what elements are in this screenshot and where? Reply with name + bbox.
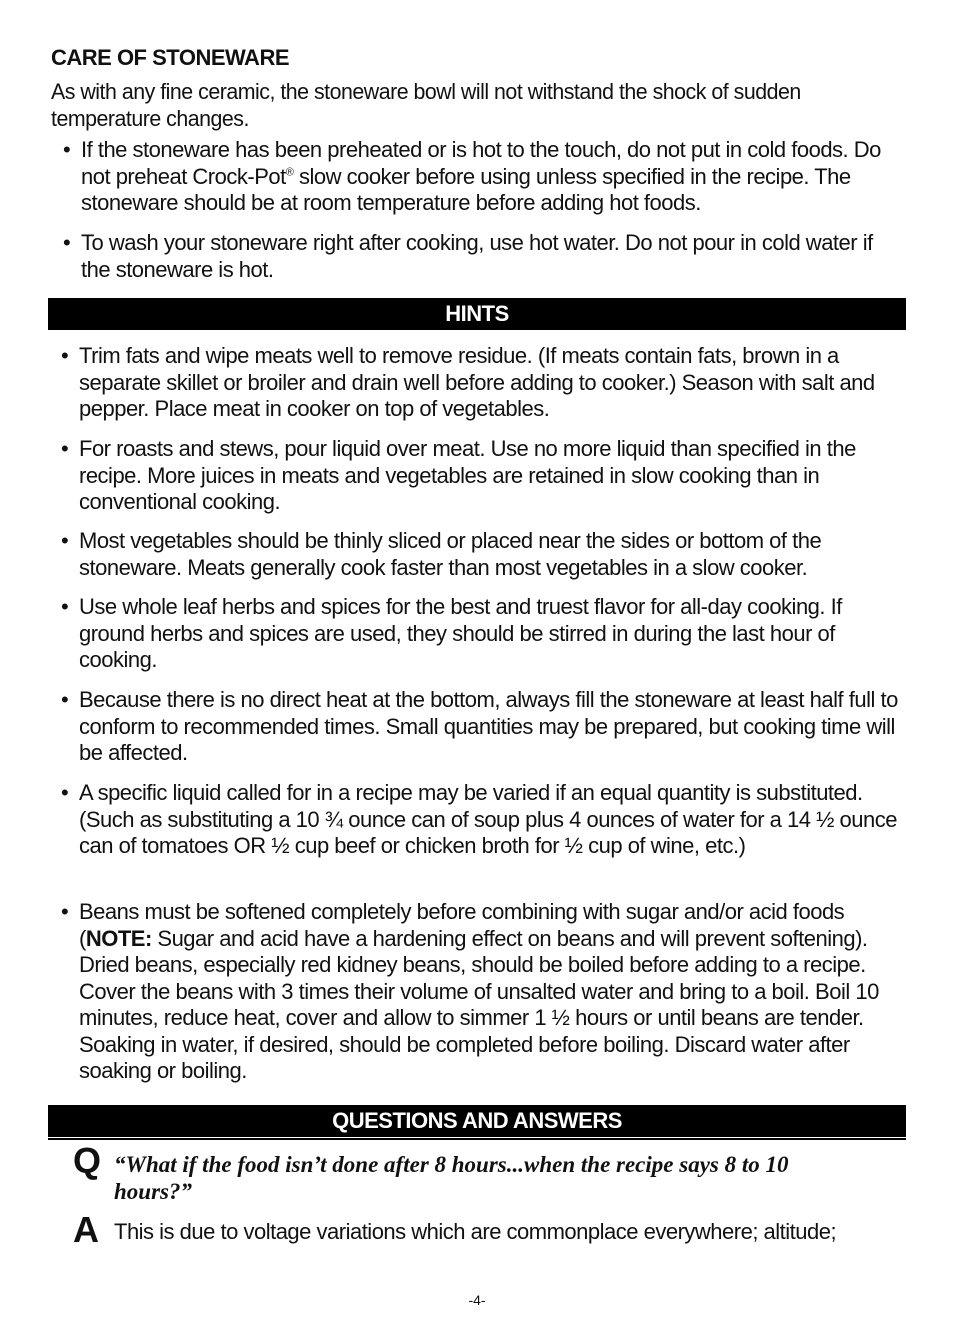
hint-item-text: A specific liquid called for in a recipe may be varied if an equal quantity is substituted. (Such as substituting a 10 ¾ ounce can of soup plus 4 ounces of water for a 14 ½ ounce can of tomatoes OR ½ cup beef or chicken broth for ½ cup of wine, etc.) [79,780,897,858]
note-label: NOTE: [85,925,152,951]
bullet-mark: • [63,230,71,255]
answer-letter: A [73,1209,99,1250]
page-number: -4- [468,1292,486,1308]
hint-item [61,594,911,674]
bullet-mark: • [61,594,69,619]
bullet-mark: • [61,780,69,805]
answer-text: This is due to voltage variations which are commonplace everywhere; altitude; [114,1219,837,1244]
hint-item-text [61,899,911,1085]
hint-item-text: Because there is no direct heat at the bottom, always fill the stoneware at least half full to conform to recommended times. Small quantities may be prepared, but cooking time will be affected. [79,687,898,765]
hints-header-bar: HINTS [48,298,906,330]
bullet-mark: • [61,528,69,553]
question-letter: Q [73,1140,102,1181]
hint-item [61,528,911,581]
care-bullet-1-part-b: slow cooker before using unless specified in the recipe. The stoneware should be at room temperature before adding hot foods. [81,163,851,215]
hint-item-text: Most vegetables should be thinly sliced or placed near the sides or bottom of the stoneware. Meats generally cook faster than most vegetables in a slow cooker. [79,528,822,580]
bullet-mark: • [61,687,69,712]
qa-header-rule [48,1138,906,1140]
care-bullet-2 [63,230,903,283]
care-heading: CARE OF STONEWARE [51,45,290,70]
bullet-mark: • [61,899,69,924]
bullet-mark: • [61,343,69,368]
hint-item [61,780,911,860]
hint-item-text: Use whole leaf herbs and spices for the best and truest flavor for all-day cooking. If ground herbs and spices are used, they should be stirred in during the last hour of cooking. [79,594,842,672]
care-bullet-1 [63,137,903,217]
care-bullet-2-text: To wash your stoneware right after cooking, use hot water. Do not pour in cold water if the stoneware is hot. [81,230,873,282]
care-bullet-1-part-a: If the stoneware has been preheated or is hot to the touch, do not put in cold foods. Do not preheat Crock-Pot [81,137,881,189]
bullet-mark: • [61,436,69,461]
care-bullet-1-text [63,137,903,217]
hint-item [61,436,911,516]
hint-item-text: For roasts and stews, pour liquid over meat. Use no more liquid than specified in the recipe. More juices in meats and vegetables are retained in slow cooking than in conventional cooking. [79,436,856,514]
beans-part-a: Beans must be softened completely before combining with sugar and/or acid foods ( [79,899,845,951]
hint-item [61,687,911,767]
qa-header-bar: QUESTIONS AND ANSWERS [48,1105,906,1137]
registered-mark: ® [285,166,294,179]
question-text: “What if the food isn’t done after 8 hours...when the recipe says 8 to 10 hours?” [114,1152,789,1204]
hint-item [61,343,911,423]
hint-item-beans [61,899,911,1085]
care-intro: As with any fine ceramic, the stoneware bowl will not withstand the shock of sudden temperature changes. [51,79,801,131]
hint-item-text: Trim fats and wipe meats well to remove residue. (If meats contain fats, brown in a separate skillet or broiler and drain well before adding to cooker.) Season with salt and pepper. Place meat in cooker on top of vegetables. [79,343,875,421]
beans-part-b: Sugar and acid have a hardening effect on beans and will prevent softening). Dried beans, especially red kidney beans, should be boiled before adding to a recipe. Cover the beans with 3 times their volume of unsalted water and bring to a boil. Boil 10 minutes, reduce heat, cover and allow to simmer 1 ½ hours or until beans are tender. Soaking in water, if desired, should be completed before boiling. Discard water after soaking or boiling. [79,925,879,1083]
bullet-mark: • [63,137,71,162]
